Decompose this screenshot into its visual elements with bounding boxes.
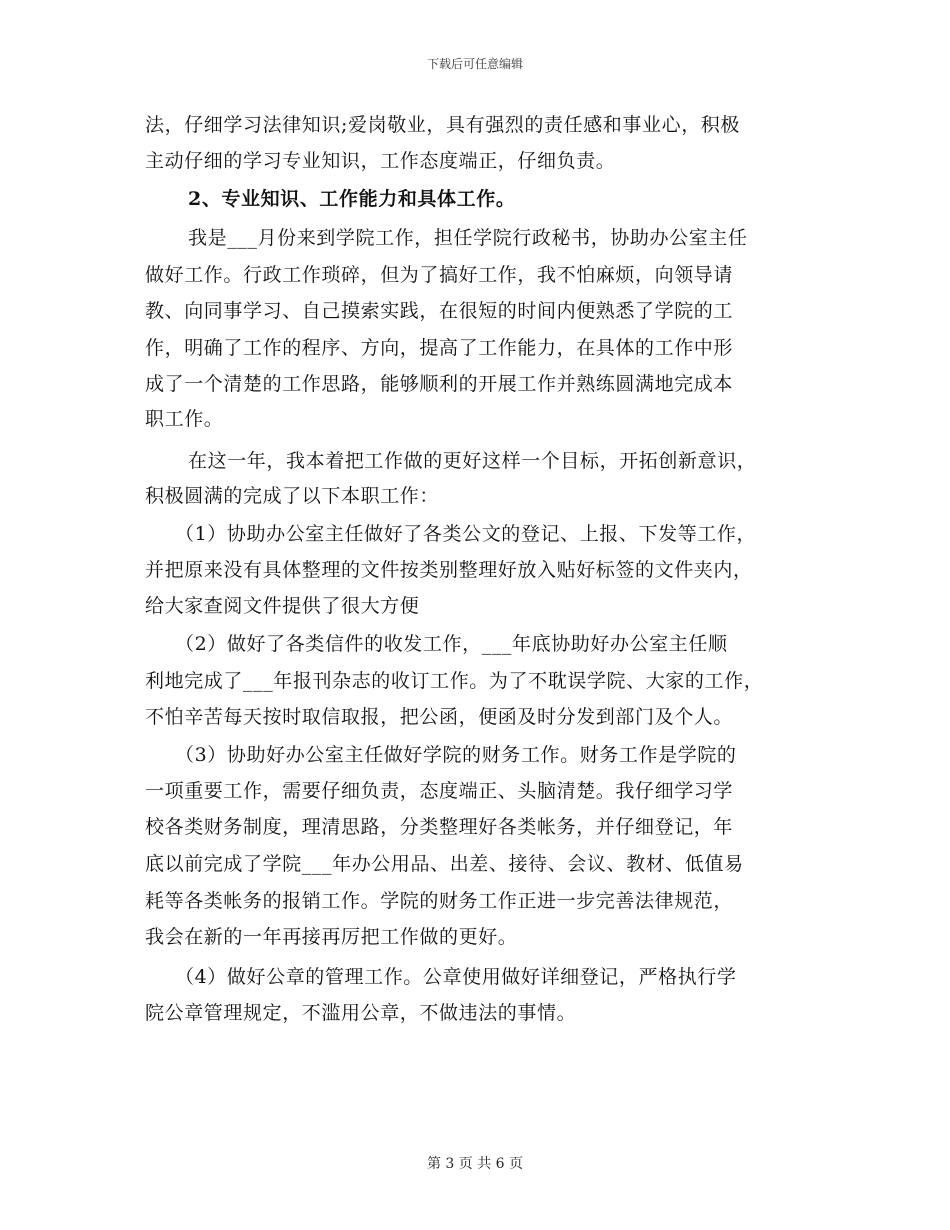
body-line: 做好工作。行政工作琐碎，但为了搞好工作，我不怕麻烦，向领导请 [145,264,734,286]
list-item-line: 并把原来没有具体整理的文件按类别整理好放入贴好标签的文件夹内， [145,559,753,581]
list-item-line: 院公章管理规定，不滥用公章，不做违法的事情。 [145,1002,577,1024]
list-item-line: （2）做好了各类信件的收发工作，___年底协助好办公室主任顺 [175,633,728,655]
list-item-line: 给大家查阅文件提供了很大方便 [145,595,420,617]
body-line: 积极圆满的完成了以下本职工作： [145,485,440,507]
body-line: 教、向同事学习、自己摸索实践，在很短的时间内便熟悉了学院的工 [145,300,734,322]
body-line: 职工作。 [145,408,224,430]
list-item-line: 底以前完成了学院___年办公用品、出差、接待、会议、教材、低值易 [145,853,744,875]
list-item-line: 一项重要工作，需要仔细负责，态度端正、头脑清楚。我仔细学习学 [145,780,734,802]
page-number: 第 3 页 共 6 页 [426,1156,524,1172]
body-line: 主动仔细的学习专业知识，工作态度端正，仔细负责。 [145,150,616,172]
list-item-line: （1）协助办公室主任做好了各类公文的登记、上报、下发等工作， [175,523,757,545]
list-item-line: 校各类财务制度，理清思路，分类整理好各类帐务，并仔细登记，年 [145,816,734,838]
header-note: 下载后可任意编辑 [426,57,523,71]
body-line: 在这一年，我本着把工作做的更好这样一个目标，开拓创新意识， [188,450,757,472]
list-item-line: 我会在新的一年再接再厉把工作做的更好。 [145,926,518,948]
body-line: 我是___月份来到学院工作，担任学院行政秘书，协助办公室主任 [188,227,748,249]
list-item-line: 利地完成了___年报刊杂志的收订工作。为了不耽误学院、大家的工作， [145,670,764,692]
list-item-line: 不怕辛苦每天按时取信取报，把公函，便函及时分发到部门及个人。 [145,706,734,728]
list-item-line: （4）做好公章的管理工作。公章使用做好详细登记，严格执行学 [175,966,737,988]
list-item-line: 耗等各类帐务的报销工作。学院的财务工作正进一步完善法律规范， [145,890,734,912]
section-heading: 2、专业知识、工作能力和具体工作。 [188,188,516,210]
body-line: 成了一个清楚的工作思路，能够顺利的开展工作并熟练圆满地完成本 [145,373,734,395]
list-item-line: （3）协助好办公室主任做好学院的财务工作。财务工作是学院的 [175,744,737,766]
body-line: 法，仔细学习法律知识;爱岗敬业，具有强烈的责任感和事业心，积极 [145,114,741,136]
body-line: 作，明确了工作的程序、方向，提高了工作能力，在具体的工作中形 [145,337,734,359]
